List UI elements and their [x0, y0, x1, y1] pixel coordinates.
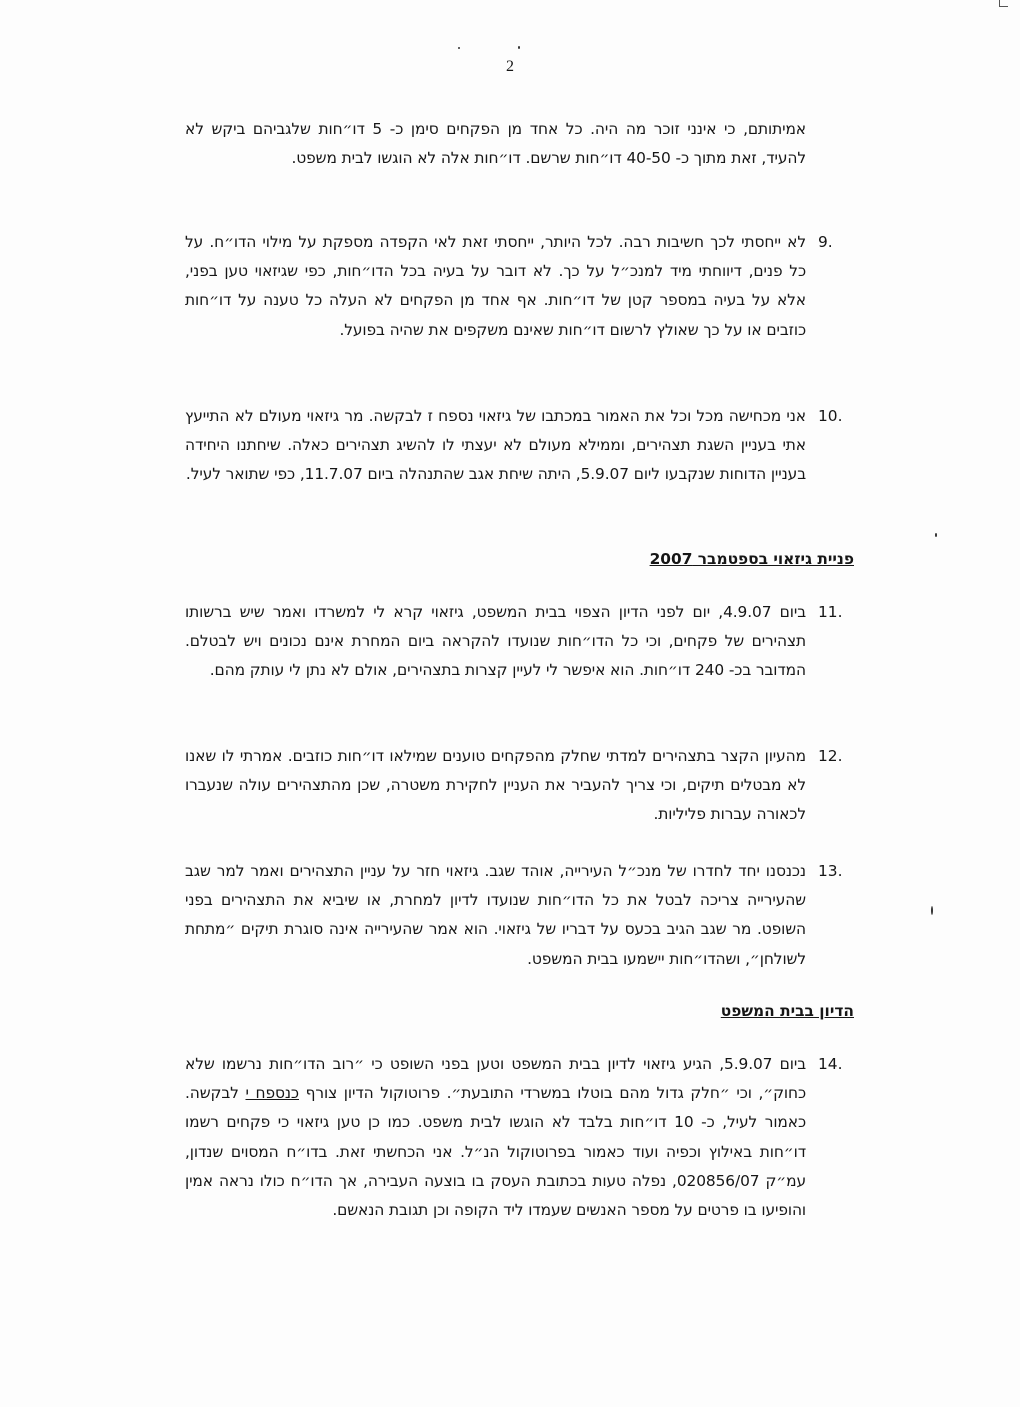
section-heading: הדיון בבית המשפט: [720, 1002, 854, 1020]
paragraph-number: 10.: [818, 407, 843, 425]
paragraph-number: 11.: [818, 603, 843, 621]
paragraph-10: אני מכחישה מכל וכל את האמור במכתבו של גיזאוי נספח ז לבקשה. מר גיזאוי מעולם לא התייעץ אתי בעניין השגת תצהירים, וממילא מעולם לא יעצתי לו להשיג תצהירים כאלה. שיחתנו היחידה בעניין הדוחות שנקבעו ליום 5.9.07, היתה שיחת אגב שהתנהלה ביום 11.7.07, כפי שתואר לעיל.: [185, 407, 806, 484]
paragraph-number: 12.: [818, 747, 843, 765]
page-number: 2: [506, 58, 514, 75]
paragraph-number: 13.: [818, 862, 843, 880]
paragraph-9: לא ייחסתי לכך חשיבות רבה. לכל היותר, ייחסתי זאת לאי הקפדה מספקת על מילוי הדו״ח. על כל פנים, דיווחתי מיד למנכ״ל על כך. לא דובר על בעיה בכל הדו״חות, כפי שגיזאוי טען בפני, אלא על בעיה במספר קטן של דו״חות. אף אחד מן הפקחים לא העלה כל טענה על דו״חות כוזבים או על כך שאולץ לרשום דו״חות שאינם משקפים את שהיה בפועל.: [185, 233, 806, 339]
scan-speck: [518, 46, 520, 49]
paragraph-text: ביום 5.9.07, הגיע גיזאוי לדיון בבית המשפט וטען בפני השופט כי ״רוב הדו״חות נרשמו שלא כחוק״, וכי ״חלק גדול מהם בוטלו במשרדי התובעת״. פרוטוקול הדיון צורף: [185, 1055, 807, 1103]
paragraph-14: [185, 1050, 806, 1225]
scan-speck: [931, 906, 933, 915]
paragraph-12: מהעיון הקצר בתצהירים למדתי שחלק מהפקחים טוענים שמילאו דו״חות כוזבים. אמרתי לו שאנו לא מבטלים תיקים, וכי צריך להעביר את העניין לחקירת משטרה, שכן מהתצהירים עולה שנעברו לכאורה עברות פליליות.: [185, 747, 806, 824]
paragraph-11: ביום 4.9.07, יום לפני הדיון הצפוי בבית המשפט, גיזאוי קרא לי למשרדו ואמר שיש ברשותו תצהירים של פקחים, וכי כל הדו״חות שנועדו להקראה ביום המחרת אינם נכונים ויש לבטלם. המדובר בכ- 240 דו״חות. הוא איפשר לי לעיין קצרות בתצהירים, אולם לא נתן לי עותק מהם.: [185, 603, 807, 680]
scan-corner-mark: [999, 0, 1008, 7]
scan-speck: [935, 533, 937, 537]
section-heading: פניית גיזאוי בספטמבר 2007: [649, 550, 854, 568]
paragraph-number: 14.: [818, 1055, 843, 1073]
intro-paragraph: אמיתותם, כי אינני זוכר מה היה. כל אחד מן הפקחים סימן כ- 5 דו״חות שלגביהם ביקש לא להעיד, זאת מתוך כ- 40-50 דו״חות שרשם. דו״חות אלה לא הוגשו לבית משפט.: [185, 120, 806, 168]
annex-reference: כנספח י: [245, 1084, 299, 1103]
paragraph-13: נכנסנו יחד לחדרו של מנכ״ל העירייה, אוהד שגב. גיזאוי חזר על עניין התצהירים ואמר למר שגב שהעירייה צריכה לבטל את כל הדו״חות שנועדו לדיון למחרת, או שיביא את התצהירים בפני השופט. מר שגב הגיב בכעס על דבריו של גיזאוי. הוא אמר שהעירייה אינה סוגרת תיקים ״מתחת לשולחן״, ושהדו״חות יישמעו בבית המשפט.: [185, 862, 806, 968]
paragraph-number: 9.: [818, 233, 833, 251]
paragraph-text: לבקשה. כאמור לעיל, כ- 10 דו״חות בלבד לא הוגשו לבית משפט. כמו כן טען גיזאוי כי פקחים רשמו דו״חות באילוץ וכפיה ועוד כאמור בפרוטוקול הנ״ל. אני הכחשתי זאת. בדו״ח המסוים שנדון, עמ״ק 020856/07, נפלה טעות בכתובת העסק בו בוצעה העבירה, אך הדו״ח כולו נראה אמין והופיעו בו פרטים על מספר האנשים שעמדו ליד הקופה וכן תגובת הנאשם.: [185, 1084, 807, 1220]
scan-speck: [458, 47, 460, 49]
